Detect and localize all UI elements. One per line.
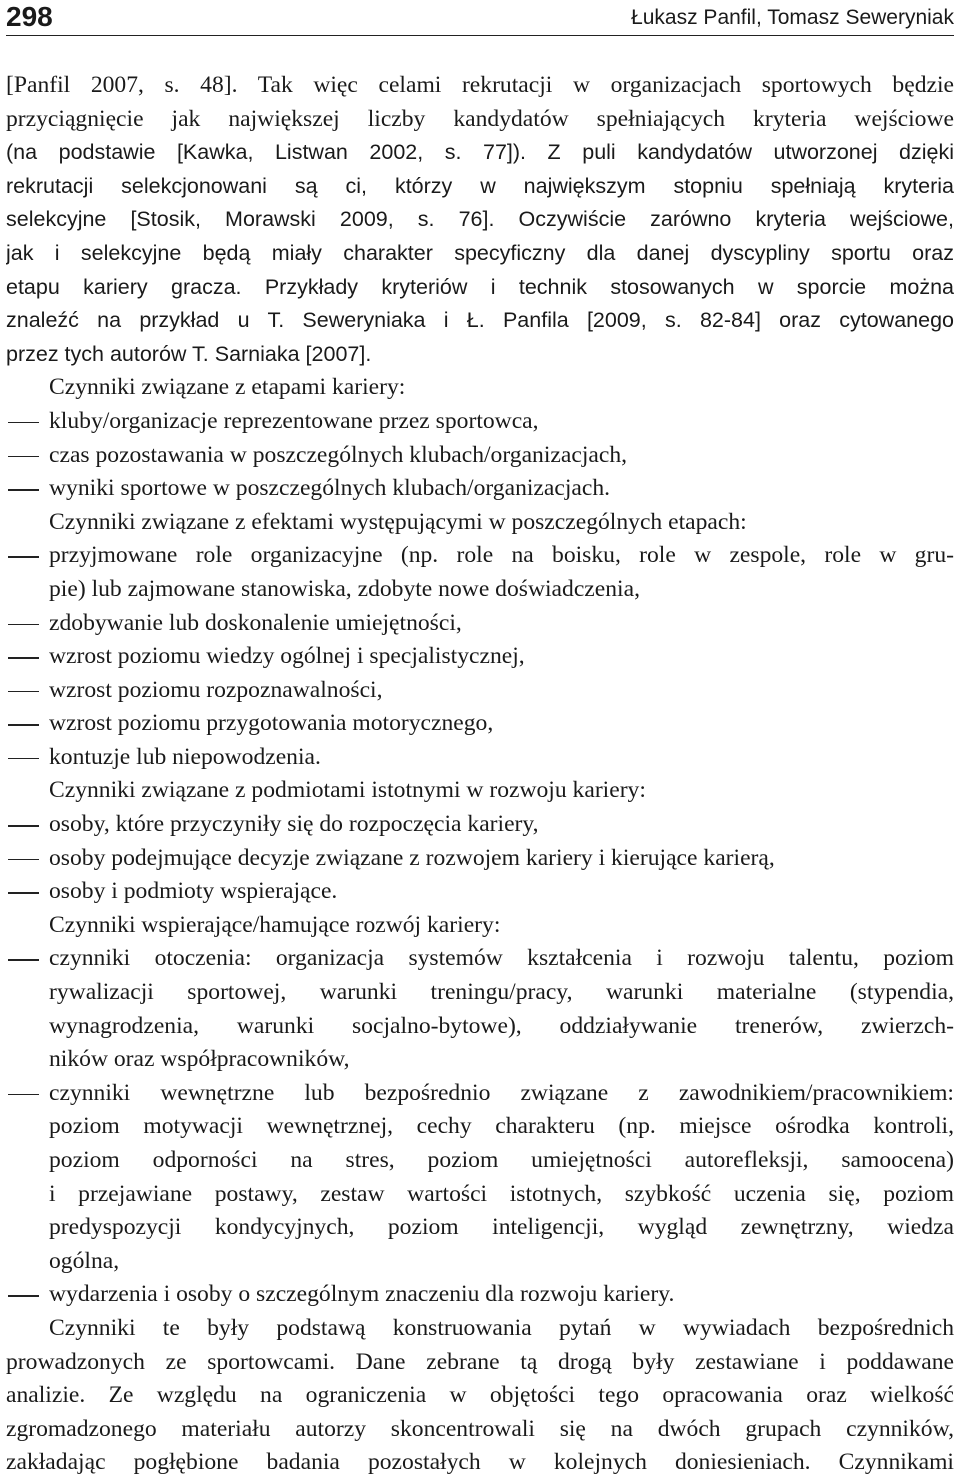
text-line: jak i selekcyjne będą miały charakter specyficzny dla danej dyscypliny sportu oraz bbox=[6, 240, 954, 265]
list-item-line: osoby podejmujące decyzje związane z rozwojem kariery i kierujące karierą, bbox=[6, 842, 954, 876]
list-item-line: zdobywanie lub doskonalenie umiejętności, bbox=[6, 607, 954, 641]
text-line: Czynniki te były podstawą konstruowania pytań w wywiadach bezpośrednich bbox=[49, 1314, 954, 1341]
text-line: rekrutacji selekcjonowani są ci, którzy w największym stopniu spełniają kryteria bbox=[6, 173, 954, 198]
text-line: przyciągnięcie jak największej liczby kandydatów spełniających kryteria wejściowe bbox=[6, 105, 954, 132]
list-item-line: wzrost poziomu przygotowania motorycznego, bbox=[6, 707, 954, 741]
text-line: wynagrodzenia, warunki socjalno-bytowe), oddziaływanie trenerów, zwierzch- bbox=[49, 1012, 954, 1039]
running-head: Łukasz Panfil, Tomasz Seweryniak bbox=[631, 6, 954, 29]
page-number: 298 bbox=[6, 1, 53, 32]
list-item-line: czynniki wewnętrzne lub bezpośrednio związane z zawodnikiem/pracownikiem: bbox=[6, 1077, 954, 1111]
text-line: etapu kariery gracza. Przykłady kryteriów i technik stosowanych w sporcie można bbox=[6, 274, 954, 299]
text-line: i przejawiane postawy, zestaw wartości istotnych, szybkość uczenia się, poziom bbox=[49, 1180, 954, 1207]
text-line: zgromadzonego materiału autorzy skoncentrowali się na dwóch grupach czynników, bbox=[6, 1415, 954, 1442]
list-item-line: kluby/organizacje reprezentowane przez sportowca, bbox=[6, 405, 954, 439]
body-text bbox=[6, 69, 954, 1480]
text-line: Czynniki związane z etapami kariery: bbox=[49, 374, 406, 401]
text-line: selekcyjne [Stosik, Morawski 2009, s. 76]. Oczywiście zarówno kryteria wejściowe, bbox=[6, 207, 954, 232]
list-item-line: czynniki otoczenia: organizacja systemów kształcenia i rozwoju talentu, poziom bbox=[6, 942, 954, 976]
text-line: Czynniki związane z podmiotami istotnymi w rozwoju kariery: bbox=[49, 777, 646, 804]
page-header bbox=[6, 0, 954, 36]
list-item-line: czas pozostawania w poszczególnych klubach/organizacjach, bbox=[6, 439, 954, 473]
text-line: ników oraz współpracowników, bbox=[49, 1046, 350, 1073]
text-line: rywalizacji sportowej, warunki treningu/pracy, warunki materialne (stypendia, bbox=[49, 979, 954, 1006]
text-line: (na podstawie [Kawka, Listwan 2002, s. 77]). Z puli kandydatów utworzonej dzięki bbox=[6, 140, 954, 165]
text-line: Czynniki wspierające/hamujące rozwój kariery: bbox=[49, 911, 501, 938]
list-item-line: przyjmowane role organizacyjne (np. role na boisku, role w zespole, role w gru- bbox=[6, 539, 954, 573]
text-line: analizie. Ze względu na ograniczenia w objętości tego opracowania oraz wielkość bbox=[6, 1382, 954, 1409]
text-line: poziom motywacji wewnętrznej, cechy charakteru (np. miejsce ośrodka kontroli, bbox=[49, 1113, 954, 1140]
text-line: [Panfil 2007, s. 48]. Tak więc celami rekrutacji w organizacjach sportowych będzie bbox=[6, 72, 954, 98]
text-line: pie) lub zajmowane stanowiska, zdobyte nowe doświadczenia, bbox=[49, 575, 640, 602]
list-item-line: osoby i podmioty wspierające. bbox=[6, 875, 954, 909]
list-item-line: wzrost poziomu wiedzy ogólnej i specjalistycznej, bbox=[6, 640, 954, 674]
text-line: predyspozycji kondycyjnych, poziom inteligencji, wygląd zewnętrzny, wiedza bbox=[49, 1214, 954, 1241]
list-item-line: wydarzenia i osoby o szczególnym znaczeniu dla rozwoju kariery. bbox=[6, 1278, 954, 1312]
text-line: zakładając pogłębione badania pozostałych w kolejnych doniesieniach. Czynnikami bbox=[6, 1449, 954, 1476]
text-line: Czynniki związane z efektami występującymi w poszczególnych etapach: bbox=[49, 508, 747, 535]
list-item-line: osoby, które przyczyniły się do rozpoczęcia kariery, bbox=[6, 808, 954, 842]
text-line: ogólna, bbox=[49, 1247, 120, 1274]
list-item-line: wzrost poziomu rozpoznawalności, bbox=[6, 674, 954, 708]
list-item-line: wyniki sportowe w poszczególnych klubach/organizacjach. bbox=[6, 472, 954, 506]
text-line: prowadzonych ze sportowcami. Dane zebrane tą drogą były zestawiane i poddawane bbox=[6, 1348, 954, 1375]
list-item-line: kontuzje lub niepowodzenia. bbox=[6, 741, 954, 775]
text-line: znaleźć na przykład u T. Seweryniaka i Ł. Panfila [2009, s. 82-84] oraz cytowanego bbox=[6, 308, 954, 333]
text-line: poziom odporności na stres, poziom umiejętności autorefleksji, samoocena) bbox=[49, 1147, 954, 1173]
text-line: przez tych autorów T. Sarniaka [2007]. bbox=[6, 341, 372, 366]
